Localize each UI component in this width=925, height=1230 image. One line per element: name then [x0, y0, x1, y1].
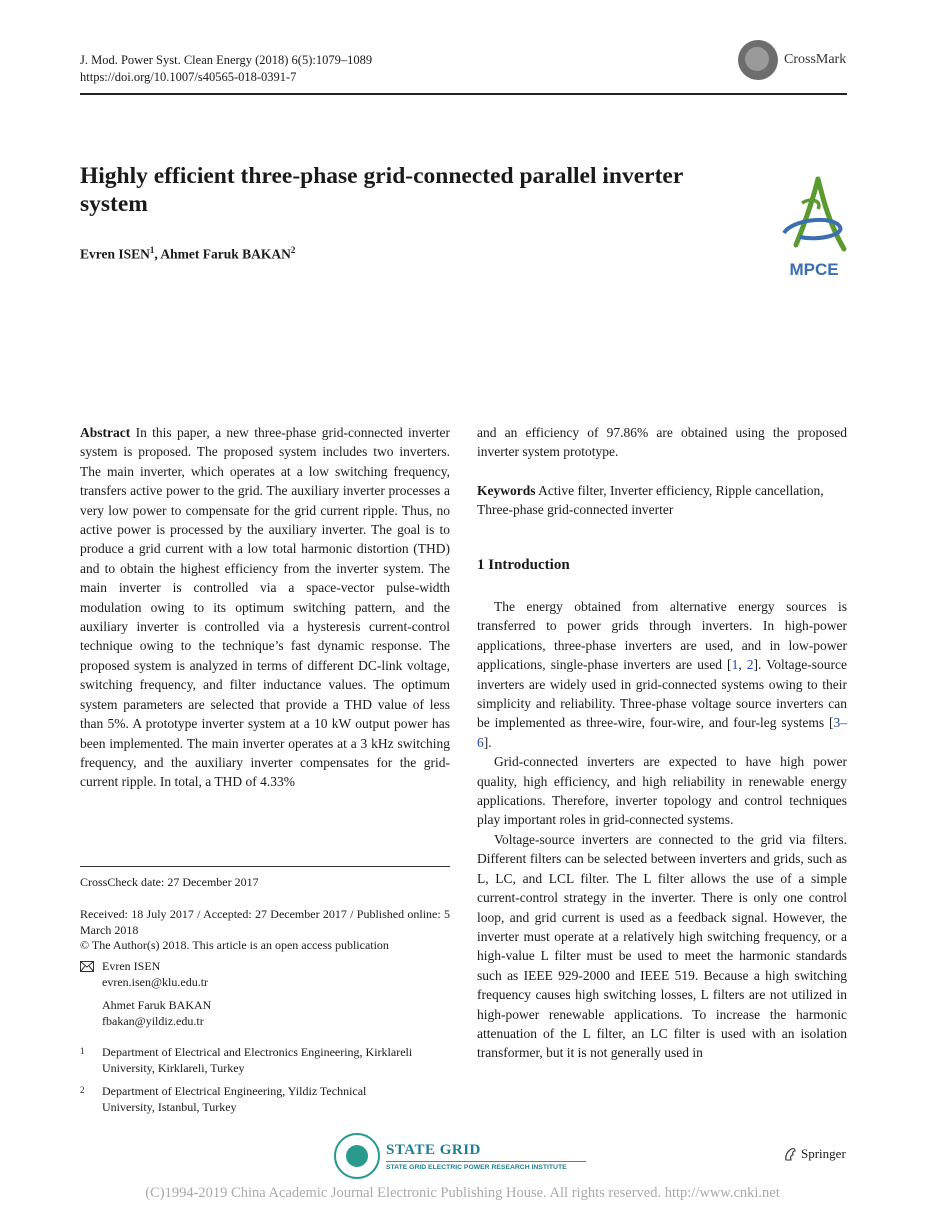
- citation-link[interactable]: 1: [731, 657, 739, 673]
- author-name: Ahmet Faruk BAKAN: [160, 246, 291, 262]
- paper-title: Highly efficient three-phase grid-connected parallel inverter system: [80, 163, 683, 217]
- abstract-section: [80, 423, 450, 792]
- affiliation-text: Department of Electrical and Electronics Engineering, Kirklareli University, Kirklareli, Turkey: [102, 1045, 413, 1075]
- intro-paragraph-3: Voltage-source inverters are connected to the grid via filters. Different filters can be selected between inverters and grids, such as L, LC, and LCL filter. The L filter allows the use of a simple current-control strategy in the inverter. There is only one control loop, and grid current is used as a feedback signal. However, the inverter must operate at a relatively high switching frequency, or a high-value L filter must be used to meet the harmonic standards such as IEEE 929-2000 and IEEE 519. Because a high switching frequency causes high switching losses, L filters are not utilized in high-power renewable applications. To increase the harmonic attenuation of the L filter, an LC filter is used with an isolation transformer, but it is not generally used in: [477, 831, 847, 1061]
- contact-name: Evren ISEN: [102, 959, 161, 973]
- journal-citation: J. Mod. Power Syst. Clean Energy (2018) 6(5):1079–1089: [80, 53, 373, 67]
- intro-paragraph-1: The energy obtained from alternative energy sources is transferred to power grids through inverters. In high-power applications, three-phase inverters are used, and in low-power applications, single-phase inverters are used [1, 2]. Voltage-source inverters are widely used in grid-connected systems owing to their simplicity and reliability. Three-phase voltage source inverters can be implemented as three-wire, four-wire, and four-leg systems [3–6].: [477, 599, 847, 750]
- crossmark-icon: [738, 40, 778, 80]
- doi-link[interactable]: https://doi.org/10.1007/s40565-018-0391-7: [80, 70, 297, 84]
- state-grid-logo: [334, 1133, 586, 1179]
- footnote-rule: [80, 866, 450, 867]
- crossmark-label: CrossMark: [784, 52, 847, 67]
- state-grid-seal-icon: [334, 1133, 380, 1179]
- header-rule: [80, 93, 847, 95]
- envelope-icon: [80, 961, 94, 972]
- springer-logo: [783, 1146, 846, 1162]
- affiliation-number: 1: [80, 1046, 85, 1056]
- license-note: © The Author(s) 2018. This article is an open access publication: [80, 938, 389, 952]
- springer-horse-icon: [783, 1146, 797, 1162]
- author-affiliation-mark: 2: [290, 245, 296, 255]
- crosscheck-date: CrossCheck date: 27 December 2017: [80, 875, 259, 889]
- intro-paragraph-2: Grid-connected inverters are expected to have high power quality, high efficiency, and high reliability in renewable energy applications. Therefore, inverter topology and control techniques play important roles in grid-connected systems.: [477, 754, 847, 828]
- mpce-logo-icon: [778, 175, 850, 280]
- citation-link[interactable]: 3–6: [477, 715, 847, 750]
- contact-email[interactable]: evren.isen@klu.edu.tr: [102, 975, 209, 989]
- mpce-logo-text: MPCE: [789, 260, 839, 279]
- abstract-continuation: and an efficiency of 97.86% are obtained using the proposed inverter system prototype.: [477, 425, 847, 460]
- citation-link[interactable]: 2: [746, 657, 754, 673]
- contact-email[interactable]: fbakan@yildiz.edu.tr: [102, 1014, 204, 1028]
- keywords-section: [477, 481, 847, 520]
- abstract-text: In this paper, a new three-phase grid-connected inverter system is proposed. The proposed system includes two inverters. The main inverter, which operates at a low switching frequency, transfers active power to the grid. The auxiliary inverter processes a very low power to compensate for the grid current ripple. Thus, no active power is processed by the auxiliary inverter. The goal is to produce a grid current with a low total harmonic distortion (THD) and to obtain the highest efficiency from the inverter system. The main inverter is controlled via a space-vector pulse-width modulation owing to its optimum switching pattern, and the auxiliary inverter is controlled via a hysteresis current-control technique owing to the technique’s fast dynamic response. The proposed system is analyzed in terms of different DC-link voltage, switching frequency, and filter inductance values. The optimum system parameters are selected that provide a THD value of less than 5%. A prototype inverter system at a 10 kW output power has been implemented. The main inverter operates at a 3 kHz switching frequency, and the auxiliary inverter compensates for the grid-current ripple. In total, a THD of 4.33%: [80, 425, 451, 790]
- state-grid-name: STATE GRID: [386, 1141, 481, 1158]
- crossmark-badge[interactable]: [738, 40, 846, 80]
- author-affiliation-mark: 1: [149, 245, 155, 255]
- author-name: Evren ISEN: [80, 246, 150, 262]
- section-heading-introduction: 1 Introduction: [477, 557, 570, 573]
- keywords-label: Keywords: [477, 483, 536, 498]
- introduction-body: [477, 597, 847, 1063]
- keywords-text: Active filter, Inverter efficiency, Ripple cancellation, Three-phase grid-connected inverter: [477, 483, 824, 518]
- author-list: Evren ISEN$^1$, Ahmet Faruk BAKAN$^2$: [80, 245, 296, 262]
- affiliation-number: 2: [80, 1085, 85, 1095]
- state-grid-subtitle: STATE GRID ELECTRIC POWER RESEARCH INSTITUTE: [386, 1161, 586, 1171]
- abstract-label: Abstract: [80, 425, 131, 440]
- affiliation-text: Department of Electrical Engineering, Yildiz Technical University, Istanbul, Turkey: [102, 1084, 367, 1114]
- publication-dates: Received: 18 July 2017 / Accepted: 27 December 2017 / Published online: 5 March 2018: [80, 907, 450, 937]
- cnki-watermark: (C)1994-2019 China Academic Journal Electronic Publishing House. All rights reserved. http://www.cnki.net: [145, 1185, 780, 1201]
- contact-name: Ahmet Faruk BAKAN: [102, 998, 212, 1012]
- springer-label: Springer: [801, 1146, 846, 1161]
